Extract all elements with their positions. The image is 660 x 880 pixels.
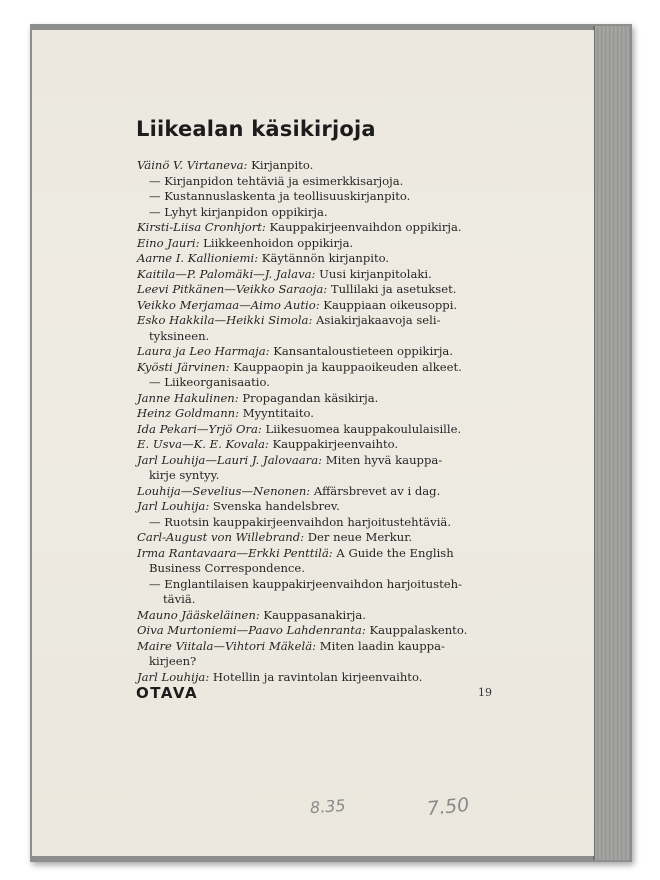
book-entry [137, 236, 517, 252]
entry-author: Maire Viitala—Vihtori Mäkelä: [137, 638, 317, 653]
entry-author: Janne Hakulinen: [137, 390, 239, 405]
entry-title: kirje syntyy. [149, 468, 220, 482]
entry-author: Kaitila—P. Palomäki—J. Jalava: [137, 266, 316, 281]
entry-title: Affärsbrevet av i dag. [310, 483, 441, 498]
entry-title: Myyntitaito. [239, 406, 314, 420]
book-entry [137, 267, 517, 283]
entry-title: Kauppakirjeenvaihdon oppikirja. [265, 220, 462, 234]
entry-title: Kansantaloustieteen oppikirja. [269, 344, 454, 358]
entry-author: Väinö V. Virtaneva: [137, 158, 248, 172]
entry-author: Carl-August von Willebrand: [137, 530, 305, 544]
page-number: 19 [478, 686, 492, 699]
book-entry [137, 654, 517, 670]
entry-author: Veikko Merjamaa—Aimo Autio: [137, 297, 320, 312]
book-entry [137, 205, 517, 221]
book-entry [137, 484, 517, 500]
entry-title: Business Correspondence. [149, 561, 305, 575]
book-entry [137, 577, 517, 593]
pencil-price-mark: 8.35 [309, 795, 347, 818]
entry-title: Kauppiaan oikeusoppi. [319, 297, 458, 312]
entry-title: — Ruotsin kauppakirjeenvaihdon harjoitustehtäviä. [149, 514, 452, 529]
entry-title: Asiakirjakaavoja seli- [312, 313, 441, 327]
entry-author: Laura ja Leo Harmaja: [137, 344, 270, 358]
book-entry [137, 158, 517, 174]
entry-title: Miten laadin kauppa- [316, 638, 445, 653]
book-entry [137, 561, 517, 577]
entry-title: Miten hyvä kauppa- [322, 452, 443, 467]
entry-author: Jarl Louhija: [137, 669, 210, 684]
book-entry [137, 220, 517, 236]
book-entry [137, 251, 517, 267]
entry-author: Mauno Jääskeläinen: [137, 607, 260, 622]
book-entry [137, 174, 517, 190]
entry-title: — Kirjanpidon tehtäviä ja esimerkkisarjoja. [149, 173, 404, 188]
book-entry [137, 375, 517, 391]
book-entry [137, 313, 517, 329]
book-entry [137, 437, 517, 453]
entry-title: Kauppalaskento. [365, 623, 468, 637]
book-entry [137, 329, 517, 345]
book-list [137, 158, 517, 685]
entry-author: Jarl Louhija: [137, 499, 210, 513]
entry-author: Esko Hakkila—Heikki Simola: [137, 313, 313, 327]
book-entry [137, 422, 517, 438]
cover-title: Liikealan käsikirjoja [136, 117, 376, 141]
publisher-name: OTAVA [136, 684, 199, 702]
entry-author: Louhija—Sevelius—Nenonen: [137, 483, 311, 498]
entry-title: Liikkeenhoidon oppikirja. [199, 235, 354, 250]
book-entry [137, 530, 517, 546]
entry-author: E. Usva—K. E. Kovala: [137, 437, 269, 451]
book-entry [137, 298, 517, 314]
book-entry [137, 360, 517, 376]
book-entry [137, 592, 517, 608]
entry-author: Leevi Pitkänen—Veikko Saraoja: [137, 282, 328, 296]
entry-title: Hotellin ja ravintolan kirjeenvaihto. [209, 669, 423, 684]
book-entry [137, 189, 517, 205]
entry-title: Kauppaopin ja kauppaoikeuden alkeet. [229, 359, 462, 374]
entry-author: Aarne I. Kallioniemi: [137, 251, 259, 265]
entry-title: tyksineen. [149, 328, 210, 343]
book-entry [137, 515, 517, 531]
book-entry [137, 282, 517, 298]
book-entry [137, 670, 517, 686]
entry-author: Kyösti Järvinen: [137, 359, 230, 374]
book-entry [137, 546, 517, 562]
entry-title: — Kustannuslaskenta ja teollisuuskirjanpito. [149, 189, 411, 203]
entry-author: Heinz Goldmann: [137, 406, 240, 420]
entry-title: Tullilaki ja asetukset. [327, 282, 457, 296]
entry-title: Kauppakirjeenvaihto. [268, 437, 399, 451]
book-entry [137, 639, 517, 655]
entry-author: Jarl Louhija—Lauri J. Jalovaara: [137, 452, 323, 467]
entry-title: — Liikeorganisaatio. [149, 375, 270, 389]
book-entry [137, 406, 517, 422]
entry-author: Ida Pekari—Yrjö Ora: [137, 421, 262, 436]
entry-title: Svenska handelsbrev. [209, 499, 340, 513]
book-entry [137, 608, 517, 624]
entry-title: Liikesuomea kauppakoululaisille. [261, 421, 462, 436]
entry-title: A Guide the English [332, 545, 454, 560]
entry-title: — Englantilaisen kauppakirjeenvaihdon harjoitusteh- [149, 576, 462, 591]
entry-title: Propagandan käsikirja. [238, 390, 379, 405]
entry-title: Uusi kirjanpitolaki. [315, 266, 432, 281]
book-entry [137, 453, 517, 469]
entry-title: — Lyhyt kirjanpidon oppikirja. [149, 204, 328, 219]
book-entry [137, 391, 517, 407]
entry-title: Kirjanpito. [247, 158, 314, 172]
book-spine [594, 26, 630, 860]
pencil-price-mark-2: 7.50 [425, 793, 471, 821]
book-entry [137, 623, 517, 639]
book-entry [137, 499, 517, 515]
book-entry [137, 344, 517, 360]
entry-title: kirjeen? [149, 654, 197, 668]
entry-title: Der neue Merkur. [304, 530, 413, 544]
entry-author: Kirsti-Liisa Cronhjort: [137, 220, 266, 234]
entry-author: Eino Jauri: [137, 235, 200, 250]
entry-title: täviä. [163, 592, 196, 606]
entry-author: Oiva Murtoniemi—Paavo Lahdenranta: [137, 623, 366, 637]
book-entry [137, 468, 517, 484]
entry-title: Käytännön kirjanpito. [258, 251, 390, 265]
entry-title: Kauppasanakirja. [259, 607, 366, 622]
entry-author: Irma Rantavaara—Erkki Penttilä: [137, 545, 333, 560]
